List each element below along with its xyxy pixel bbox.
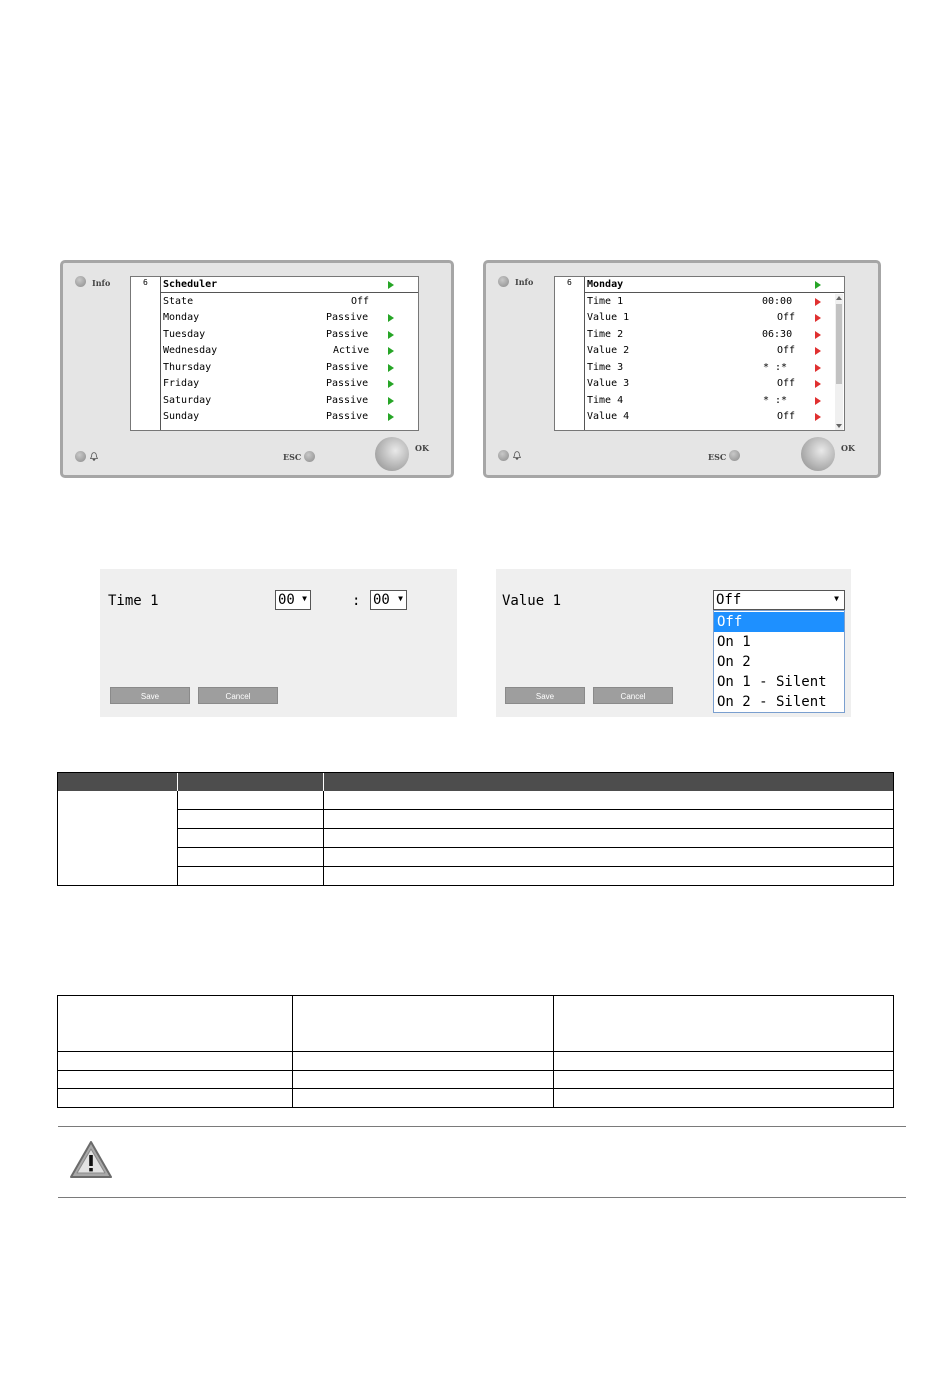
menu-row-tuesday[interactable]: [161, 327, 418, 343]
ok-knob[interactable]: [375, 437, 409, 471]
minute-select[interactable]: [370, 590, 407, 610]
row-label: Time 2: [587, 329, 624, 340]
page-index: [555, 277, 585, 430]
arrow-right-icon[interactable]: [388, 397, 394, 405]
row-value: 06:30: [762, 329, 793, 340]
row-value: Off: [777, 312, 796, 323]
row-value: Active: [333, 345, 370, 356]
arrow-right-icon[interactable]: [815, 331, 821, 339]
info-led[interactable]: [498, 276, 509, 287]
screen-title: Monday: [587, 279, 624, 290]
hmi-screen: [130, 276, 419, 431]
cancel-button[interactable]: Cancel: [593, 687, 673, 704]
arrow-right-icon[interactable]: [388, 331, 394, 339]
screen-title-bar[interactable]: [585, 277, 844, 293]
arrow-right-icon[interactable]: [815, 347, 821, 355]
dropdown-arrow-icon: ▼: [834, 594, 839, 603]
row-label: State: [163, 296, 194, 307]
menu-row-monday[interactable]: [161, 310, 418, 326]
hmi-panel-monday: [483, 260, 881, 478]
menu-row-value-4[interactable]: [585, 409, 844, 425]
bell-icon: [513, 451, 521, 460]
hmi-panel-scheduler: [60, 260, 454, 478]
alarm-led[interactable]: [498, 450, 509, 461]
esc-label: ESC: [708, 452, 727, 462]
menu-row-time-4[interactable]: [585, 393, 844, 409]
note-bottom-rule: [58, 1197, 906, 1198]
table-2: [57, 995, 894, 1108]
ok-label: OK: [841, 443, 855, 453]
table-row: [58, 1070, 893, 1071]
selected-value: Off: [716, 592, 742, 608]
hour-value: 00: [278, 592, 295, 608]
hour-select[interactable]: [275, 590, 311, 610]
table-row: [177, 866, 893, 867]
screen-title: Scheduler: [163, 279, 218, 290]
table-row: [177, 847, 893, 848]
row-label: Monday: [163, 312, 200, 323]
save-button[interactable]: Save: [505, 687, 585, 704]
dropdown-option[interactable]: On 2 - Silent: [717, 694, 827, 710]
row-value: Off: [777, 411, 796, 422]
esc-button[interactable]: [729, 450, 740, 461]
cancel-button[interactable]: Cancel: [198, 687, 278, 704]
note-top-rule: [58, 1126, 906, 1127]
menu-row-value-3[interactable]: [585, 376, 844, 392]
time-separator: :: [352, 593, 361, 609]
arrow-right-icon[interactable]: [815, 397, 821, 405]
page-number: 6: [567, 278, 572, 287]
esc-label: ESC: [283, 452, 302, 462]
minute-value: 00: [373, 592, 390, 608]
arrow-right-icon[interactable]: [815, 413, 821, 421]
column-divider: [323, 791, 324, 885]
alarm-led[interactable]: [75, 451, 86, 462]
row-label: Tuesday: [163, 329, 206, 340]
row-label: Value 2: [587, 345, 630, 356]
arrow-right-icon[interactable]: [815, 314, 821, 322]
header-divider: [177, 773, 178, 791]
menu-row-time-1[interactable]: [585, 294, 844, 310]
menu-row-saturday[interactable]: [161, 393, 418, 409]
menu-row-time-3[interactable]: [585, 360, 844, 376]
arrow-right-icon[interactable]: [815, 281, 821, 289]
row-value: Passive: [326, 329, 369, 340]
row-label: Time 4: [587, 395, 624, 406]
header-divider: [323, 773, 324, 791]
arrow-right-icon[interactable]: [388, 413, 394, 421]
menu-row-wednesday[interactable]: [161, 343, 418, 359]
info-label: Info: [515, 277, 534, 287]
info-led[interactable]: [75, 276, 86, 287]
row-label: Value 3: [587, 378, 630, 389]
arrow-right-icon[interactable]: [388, 281, 394, 289]
row-label: Sunday: [163, 411, 200, 422]
time-edit-dialog: [100, 569, 457, 717]
page-index: [131, 277, 161, 430]
menu-row-friday[interactable]: [161, 376, 418, 392]
page-number: 6: [143, 278, 148, 287]
dropdown-option[interactable]: On 1 - Silent: [717, 674, 827, 690]
row-value: 00:00: [762, 296, 793, 307]
row-value: Off: [777, 378, 796, 389]
table-1: [57, 772, 894, 886]
row-label: Saturday: [163, 395, 212, 406]
table-row: [58, 1051, 893, 1052]
ok-knob[interactable]: [801, 437, 835, 471]
arrow-right-icon[interactable]: [388, 380, 394, 388]
table-row: [177, 828, 893, 829]
row-label: Friday: [163, 378, 200, 389]
row-value: Off: [351, 296, 370, 307]
dropdown-option[interactable]: On 2: [717, 654, 751, 670]
menu-row-value-2[interactable]: [585, 343, 844, 359]
screen-title-bar[interactable]: [161, 277, 418, 293]
table-header: [58, 773, 893, 791]
save-button[interactable]: Save: [110, 687, 190, 704]
arrow-right-icon[interactable]: [388, 364, 394, 372]
dropdown-option[interactable]: On 1: [717, 634, 751, 650]
warning-triangle-icon: [68, 1138, 114, 1182]
menu-row-value-1[interactable]: [585, 310, 844, 326]
dialog-label: Value 1: [502, 593, 562, 609]
arrow-right-icon[interactable]: [388, 347, 394, 355]
arrow-right-icon[interactable]: [815, 364, 821, 372]
menu-row-thursday[interactable]: [161, 360, 418, 376]
scroll-up-icon[interactable]: [836, 296, 842, 300]
value-dropdown-list[interactable]: [713, 610, 845, 713]
table-row: [177, 809, 893, 810]
menu-row-state[interactable]: [161, 294, 418, 310]
value-select[interactable]: [713, 590, 845, 610]
esc-button[interactable]: [304, 451, 315, 462]
menu-row-time-2[interactable]: [585, 327, 844, 343]
scrollbar[interactable]: [835, 294, 843, 430]
dropdown-arrow-icon: ▼: [302, 594, 307, 603]
row-value: * :*: [763, 362, 788, 373]
value-edit-dialog: [496, 569, 851, 717]
row-value: Passive: [326, 312, 369, 323]
row-value: Passive: [326, 362, 369, 373]
row-label: Time 3: [587, 362, 624, 373]
row-value: Off: [777, 345, 796, 356]
scroll-down-icon[interactable]: [836, 424, 842, 428]
arrow-right-icon[interactable]: [815, 380, 821, 388]
dropdown-arrow-icon: ▼: [398, 594, 403, 603]
row-label: Wednesday: [163, 345, 218, 356]
row-value: Passive: [326, 395, 369, 406]
dialog-label: Time 1: [108, 593, 159, 609]
row-value: * :*: [763, 395, 788, 406]
arrow-right-icon[interactable]: [815, 298, 821, 306]
row-value: Passive: [326, 411, 369, 422]
column-divider: [177, 791, 178, 885]
row-label: Value 1: [587, 312, 630, 323]
bell-icon: [90, 452, 98, 461]
row-label: Time 1: [587, 296, 624, 307]
hmi-screen: [554, 276, 845, 431]
row-label: Value 4: [587, 411, 630, 422]
row-label: Thursday: [163, 362, 212, 373]
info-label: Info: [92, 278, 111, 288]
ok-label: OK: [415, 443, 429, 453]
dropdown-option[interactable]: Off: [714, 612, 844, 632]
arrow-right-icon[interactable]: [388, 314, 394, 322]
row-value: Passive: [326, 378, 369, 389]
table-row: [58, 1088, 893, 1089]
scrollbar-thumb[interactable]: [836, 304, 842, 384]
menu-row-sunday[interactable]: [161, 409, 418, 425]
